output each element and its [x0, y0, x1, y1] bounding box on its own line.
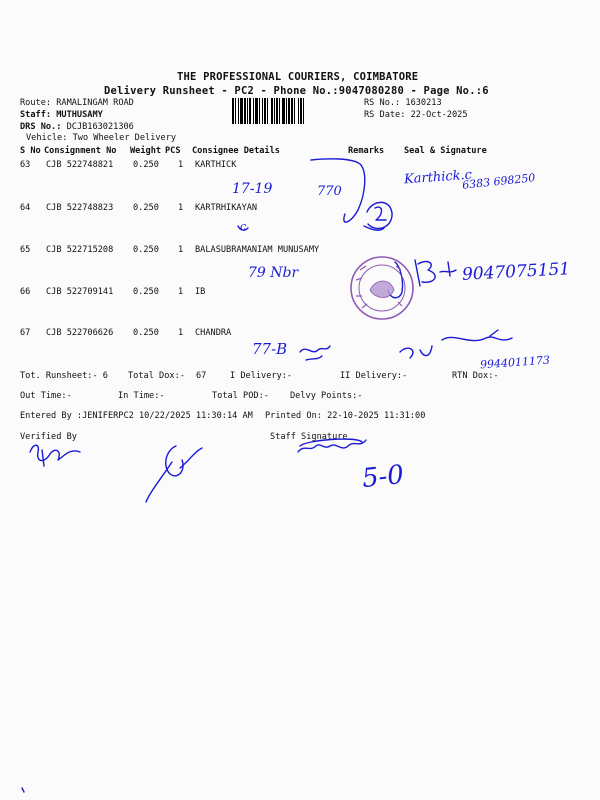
row-consignment: CJB 522748821 [46, 160, 114, 170]
col-sno: S No [20, 146, 41, 156]
staff-signature: Staff Signature [270, 432, 348, 442]
signature-67 [300, 346, 330, 360]
rs-date-value: 22-Oct-2025 [410, 110, 468, 120]
row-sno: 66 [20, 287, 31, 297]
drs-label: DRS No.: [20, 122, 62, 132]
col-seal: Seal & Signature [404, 146, 487, 156]
verified-by-signature [30, 445, 80, 466]
row-sno: 65 [20, 245, 31, 255]
drs-value: DCJB163021306 [66, 122, 134, 132]
seal-stamp [351, 257, 413, 319]
rs-no-line [364, 98, 442, 108]
verifier-signature-large [146, 446, 202, 502]
row-sno: 63 [20, 160, 31, 170]
handwritten-note-67: 77-B [252, 340, 288, 358]
handwritten-name-63: Karthick.c [403, 167, 473, 188]
handwritten-note-64: c [240, 220, 247, 233]
vehicle-line [26, 133, 176, 143]
row-weight: 0.250 [133, 203, 159, 213]
route-line [20, 98, 134, 108]
tot-runsheet: Tot. Runsheet:- 6 [20, 371, 108, 381]
staff-line [20, 110, 103, 120]
verified-by: Verified By [20, 432, 77, 442]
col-consignment: Consignment No [44, 146, 117, 156]
stray-mark [22, 788, 24, 792]
handwritten-bottom-note: 5-0 [360, 459, 406, 495]
row-weight: 0.250 [133, 287, 159, 297]
row-sno: 67 [20, 328, 31, 338]
in-time: In Time:- [118, 391, 165, 401]
circled-two-mark [364, 202, 392, 230]
rs-no-value: 1630213 [405, 98, 442, 108]
route-value: RAMALINGAM ROAD [56, 98, 134, 108]
i-delivery: I Delivery:- [230, 371, 293, 381]
row-pcs: 1 [178, 160, 184, 170]
row-consignee: CHANDRA [195, 328, 232, 338]
row-consignment: CJB 522709141 [46, 287, 114, 297]
ii-delivery: II Delivery:- [340, 371, 408, 381]
company-title: THE PROFESSIONAL COURIERS, COIMBATORE [177, 71, 419, 83]
row-consignment: CJB 522706626 [46, 328, 114, 338]
row-pcs: 1 [178, 203, 184, 213]
handwritten-phone-63: 6383 698250 [461, 171, 536, 192]
total-dox-label: Total Dox:- [128, 371, 185, 381]
rs-date-line [364, 110, 468, 120]
out-time: Out Time:- [20, 391, 72, 401]
col-pcs: PCS [165, 146, 181, 156]
printed-on: Printed On: 22-10-2025 11:31:00 [265, 411, 426, 421]
handwritten-note-63: 17-19 [232, 181, 273, 197]
col-weight: Weight [130, 146, 162, 156]
row-pcs: 1 [178, 287, 184, 297]
col-remarks: Remarks [348, 146, 385, 156]
row-weight: 0.250 [133, 245, 159, 255]
row-pcs: 1 [178, 328, 184, 338]
rs-date-label: RS Date: [364, 110, 406, 120]
row-consignee: IB [195, 287, 206, 297]
handwritten-note-65: 79 Nbr [248, 265, 299, 281]
staff-label: Staff: [20, 110, 52, 120]
rs-no-label: RS No.: [364, 98, 401, 108]
route-label: Route: [20, 98, 52, 108]
row-pcs: 1 [178, 245, 184, 255]
signature-65 [388, 260, 435, 298]
row-weight: 0.250 [133, 160, 159, 170]
row-weight: 0.250 [133, 328, 159, 338]
row-sno: 64 [20, 203, 31, 213]
total-pod: Total POD:- [212, 391, 269, 401]
col-consignee: Consignee Details [192, 146, 280, 156]
vehicle-value: Two Wheeler Delivery [72, 133, 177, 143]
handwritten-phone-65: 9047075151 [461, 259, 571, 285]
runsheet-subtitle: Delivery Runsheet - PC2 - Phone No.:9047080280 - Page No.:6 [104, 85, 489, 97]
delvy-points: Delvy Points:- [290, 391, 363, 401]
vehicle-label: Vehicle: [26, 133, 68, 143]
handwritten-note-63b: 770 [317, 184, 342, 199]
handwritten-phone-67: 9944011173 [479, 353, 551, 372]
row-consignee: KARTHICK [195, 160, 237, 170]
drs-line [20, 122, 134, 132]
barcode-bar [304, 98, 306, 124]
row-consignment: CJB 522748823 [46, 203, 114, 213]
entered-by: Entered By :JENIFERPC2 10/22/2025 11:30:14 AM [20, 411, 253, 421]
row-consignee: KARTRHIKAYAN [195, 203, 258, 213]
row-consignee: BALASUBRAMANIAM MUNUSAMY [195, 245, 320, 255]
total-dox-value: 67 [196, 371, 207, 381]
staff-value: MUTHUSAMY [56, 110, 103, 120]
row-consignment: CJB 522715208 [46, 245, 114, 255]
barcode [232, 98, 360, 124]
rtn-dox: RTN Dox:- [452, 371, 499, 381]
